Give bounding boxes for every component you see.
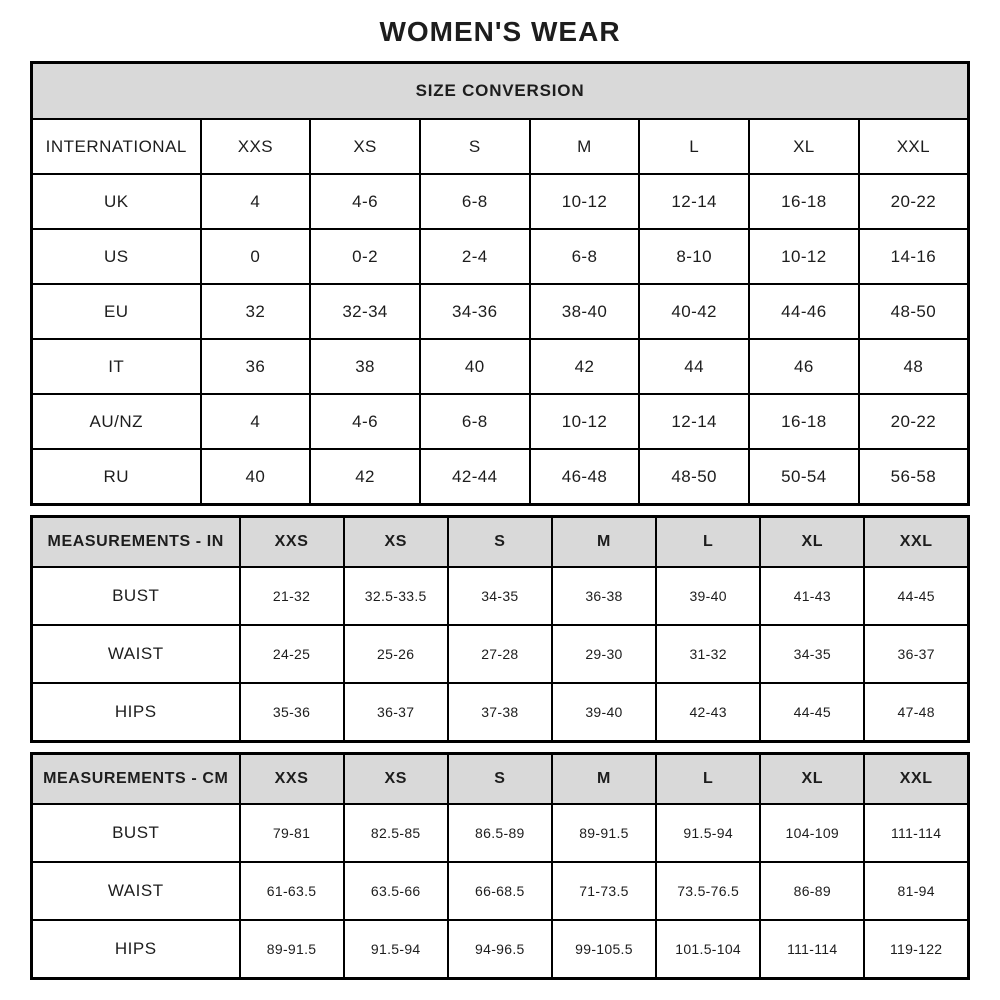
measurements-in-row-bust (32, 567, 969, 625)
size-conversion-cell-uk-5: 16-18 (749, 174, 859, 229)
measurements-cm-size-header-l-4: L (656, 754, 760, 805)
size-guide-page (30, 0, 970, 980)
measurements-cm-cell-hips-2: 94-96.5 (448, 920, 552, 979)
size-conversion-row-au-nz (32, 394, 969, 449)
size-conversion-cell-us-0: 0 (201, 229, 311, 284)
measurements-in-cell-waist-0: 24-25 (240, 625, 344, 683)
measurements-in-cell-hips-4: 42-43 (656, 683, 760, 742)
measurements-cm-size-header-s-2: S (448, 754, 552, 805)
measurements-cm-cell-waist-3: 71-73.5 (552, 862, 656, 920)
size-conversion-cell-it-3: 42 (530, 339, 640, 394)
size-conversion-cell-au-nz-0: 4 (201, 394, 311, 449)
measurements-cm-size-header-xxs-0: XXS (240, 754, 344, 805)
size-conversion-cell-eu-3: 38-40 (530, 284, 640, 339)
size-conversion-cell-us-4: 8-10 (639, 229, 749, 284)
measurements-cm-cell-hips-0: 89-91.5 (240, 920, 344, 979)
measurements-in-cell-waist-2: 27-28 (448, 625, 552, 683)
size-conversion-cell-international-0: XXS (201, 119, 311, 174)
size-conversion-cell-ru-1: 42 (310, 449, 420, 505)
size-conversion-cell-us-5: 10-12 (749, 229, 859, 284)
measurements-cm-title: MEASUREMENTS - CM (32, 754, 240, 805)
size-conversion-cell-eu-1: 32-34 (310, 284, 420, 339)
measurements-in-row-hips (32, 683, 969, 742)
size-conversion-cell-eu-2: 34-36 (420, 284, 530, 339)
measurements-in-cell-waist-5: 34-35 (760, 625, 864, 683)
measurements-in-size-header-xxs-0: XXS (240, 517, 344, 568)
measurements-cm-cell-waist-4: 73.5-76.5 (656, 862, 760, 920)
measurements-cm-cell-bust-3: 89-91.5 (552, 804, 656, 862)
measurements-cm-cell-bust-4: 91.5-94 (656, 804, 760, 862)
size-conversion-cell-au-nz-5: 16-18 (749, 394, 859, 449)
measurements-in-label-hips: HIPS (32, 683, 240, 742)
measurements-in-cell-bust-6: 44-45 (864, 567, 968, 625)
size-conversion-cell-international-3: M (530, 119, 640, 174)
size-conversion-cell-eu-5: 44-46 (749, 284, 859, 339)
measurements-in-size-header-xxl-6: XXL (864, 517, 968, 568)
measurements-cm-cell-bust-0: 79-81 (240, 804, 344, 862)
measurements-cm-cell-hips-4: 101.5-104 (656, 920, 760, 979)
size-conversion-cell-international-5: XL (749, 119, 859, 174)
size-conversion-label-eu: EU (32, 284, 201, 339)
measurements-cm-cell-waist-5: 86-89 (760, 862, 864, 920)
measurements-cm-cell-bust-1: 82.5-85 (344, 804, 448, 862)
size-conversion-cell-it-5: 46 (749, 339, 859, 394)
size-conversion-cell-it-4: 44 (639, 339, 749, 394)
size-conversion-cell-international-1: XS (310, 119, 420, 174)
measurements-cm-cell-hips-3: 99-105.5 (552, 920, 656, 979)
size-conversion-title: SIZE CONVERSION (32, 63, 969, 120)
measurements-in-label-bust: BUST (32, 567, 240, 625)
measurements-in-label-waist: WAIST (32, 625, 240, 683)
measurements-in-cell-bust-0: 21-32 (240, 567, 344, 625)
size-conversion-cell-it-6: 48 (859, 339, 969, 394)
measurements-cm-size-header-xl-5: XL (760, 754, 864, 805)
measurements-in-cell-waist-3: 29-30 (552, 625, 656, 683)
page-title: WOMEN'S WEAR (379, 16, 621, 47)
size-conversion-label-au-nz: AU/NZ (32, 394, 201, 449)
measurements-cm-row-bust (32, 804, 969, 862)
measurements-in-cell-bust-4: 39-40 (656, 567, 760, 625)
size-conversion-cell-uk-1: 4-6 (310, 174, 420, 229)
measurements-cm-size-header-m-3: M (552, 754, 656, 805)
measurements-cm-cell-hips-1: 91.5-94 (344, 920, 448, 979)
measurements-cm-cell-hips-5: 111-114 (760, 920, 864, 979)
size-conversion-body (32, 119, 969, 505)
measurements-cm-cell-waist-2: 66-68.5 (448, 862, 552, 920)
size-conversion-cell-uk-2: 6-8 (420, 174, 530, 229)
measurements-in-size-header-xs-1: XS (344, 517, 448, 568)
measurements-cm-cell-bust-2: 86.5-89 (448, 804, 552, 862)
measurements-cm-size-header-xs-1: XS (344, 754, 448, 805)
size-conversion-cell-ru-3: 46-48 (530, 449, 640, 505)
size-conversion-cell-ru-0: 40 (201, 449, 311, 505)
measurements-in-title: MEASUREMENTS - IN (32, 517, 240, 568)
measurements-cm-size-header-xxl-6: XXL (864, 754, 968, 805)
measurements-cm-cell-hips-6: 119-122 (864, 920, 968, 979)
size-conversion-cell-eu-6: 48-50 (859, 284, 969, 339)
size-conversion-cell-au-nz-6: 20-22 (859, 394, 969, 449)
measurements-in-cell-bust-3: 36-38 (552, 567, 656, 625)
measurements-in-cell-hips-2: 37-38 (448, 683, 552, 742)
measurements-cm-label-waist: WAIST (32, 862, 240, 920)
size-conversion-cell-ru-5: 50-54 (749, 449, 859, 505)
size-conversion-row-it (32, 339, 969, 394)
measurements-in-cell-waist-6: 36-37 (864, 625, 968, 683)
size-conversion-cell-it-1: 38 (310, 339, 420, 394)
measurements-cm-table (30, 752, 970, 980)
measurements-cm-cell-bust-6: 111-114 (864, 804, 968, 862)
measurements-in-body (32, 567, 969, 742)
size-conversion-row-international (32, 119, 969, 174)
size-conversion-label-uk: UK (32, 174, 201, 229)
measurements-in-cell-bust-2: 34-35 (448, 567, 552, 625)
measurements-in-cell-bust-5: 41-43 (760, 567, 864, 625)
measurements-cm-cell-waist-1: 63.5-66 (344, 862, 448, 920)
size-conversion-table (30, 61, 970, 506)
size-conversion-cell-it-0: 36 (201, 339, 311, 394)
size-conversion-label-international: INTERNATIONAL (32, 119, 201, 174)
size-conversion-cell-au-nz-1: 4-6 (310, 394, 420, 449)
measurements-in-size-header-l-4: L (656, 517, 760, 568)
size-conversion-cell-au-nz-2: 6-8 (420, 394, 530, 449)
measurements-cm-cell-bust-5: 104-109 (760, 804, 864, 862)
measurements-cm-row-hips (32, 920, 969, 979)
size-conversion-row-ru (32, 449, 969, 505)
size-conversion-cell-us-1: 0-2 (310, 229, 420, 284)
size-conversion-cell-uk-0: 4 (201, 174, 311, 229)
size-conversion-cell-uk-6: 20-22 (859, 174, 969, 229)
measurements-in-size-header-m-3: M (552, 517, 656, 568)
measurements-cm-row-waist (32, 862, 969, 920)
measurements-in-size-header-s-2: S (448, 517, 552, 568)
size-conversion-label-us: US (32, 229, 201, 284)
measurements-in-cell-hips-3: 39-40 (552, 683, 656, 742)
size-conversion-cell-it-2: 40 (420, 339, 530, 394)
measurements-in-cell-hips-1: 36-37 (344, 683, 448, 742)
size-conversion-cell-uk-3: 10-12 (530, 174, 640, 229)
size-conversion-cell-au-nz-4: 12-14 (639, 394, 749, 449)
measurements-in-cell-waist-1: 25-26 (344, 625, 448, 683)
measurements-in-size-header-xl-5: XL (760, 517, 864, 568)
measurements-in-cell-hips-6: 47-48 (864, 683, 968, 742)
size-conversion-cell-au-nz-3: 10-12 (530, 394, 640, 449)
size-conversion-cell-international-2: S (420, 119, 530, 174)
size-conversion-row-us (32, 229, 969, 284)
size-conversion-cell-us-3: 6-8 (530, 229, 640, 284)
measurements-cm-header-row (32, 754, 969, 805)
size-conversion-cell-ru-2: 42-44 (420, 449, 530, 505)
size-conversion-cell-international-6: XXL (859, 119, 969, 174)
measurements-in-cell-bust-1: 32.5-33.5 (344, 567, 448, 625)
size-conversion-row-eu (32, 284, 969, 339)
measurements-cm-label-bust: BUST (32, 804, 240, 862)
size-conversion-row-uk (32, 174, 969, 229)
size-conversion-cell-international-4: L (639, 119, 749, 174)
measurements-cm-body (32, 804, 969, 979)
size-conversion-cell-uk-4: 12-14 (639, 174, 749, 229)
size-conversion-label-ru: RU (32, 449, 201, 505)
size-conversion-cell-ru-6: 56-58 (859, 449, 969, 505)
measurements-in-table (30, 515, 970, 743)
measurements-in-header-row (32, 517, 969, 568)
size-conversion-header-row (32, 63, 969, 120)
measurements-cm-label-hips: HIPS (32, 920, 240, 979)
size-conversion-cell-us-6: 14-16 (859, 229, 969, 284)
size-conversion-cell-ru-4: 48-50 (639, 449, 749, 505)
size-conversion-label-it: IT (32, 339, 201, 394)
measurements-in-cell-waist-4: 31-32 (656, 625, 760, 683)
measurements-in-cell-hips-5: 44-45 (760, 683, 864, 742)
size-conversion-cell-eu-0: 32 (201, 284, 311, 339)
measurements-in-row-waist (32, 625, 969, 683)
measurements-in-cell-hips-0: 35-36 (240, 683, 344, 742)
size-conversion-cell-us-2: 2-4 (420, 229, 530, 284)
measurements-cm-cell-waist-0: 61-63.5 (240, 862, 344, 920)
size-conversion-cell-eu-4: 40-42 (639, 284, 749, 339)
measurements-cm-cell-waist-6: 81-94 (864, 862, 968, 920)
